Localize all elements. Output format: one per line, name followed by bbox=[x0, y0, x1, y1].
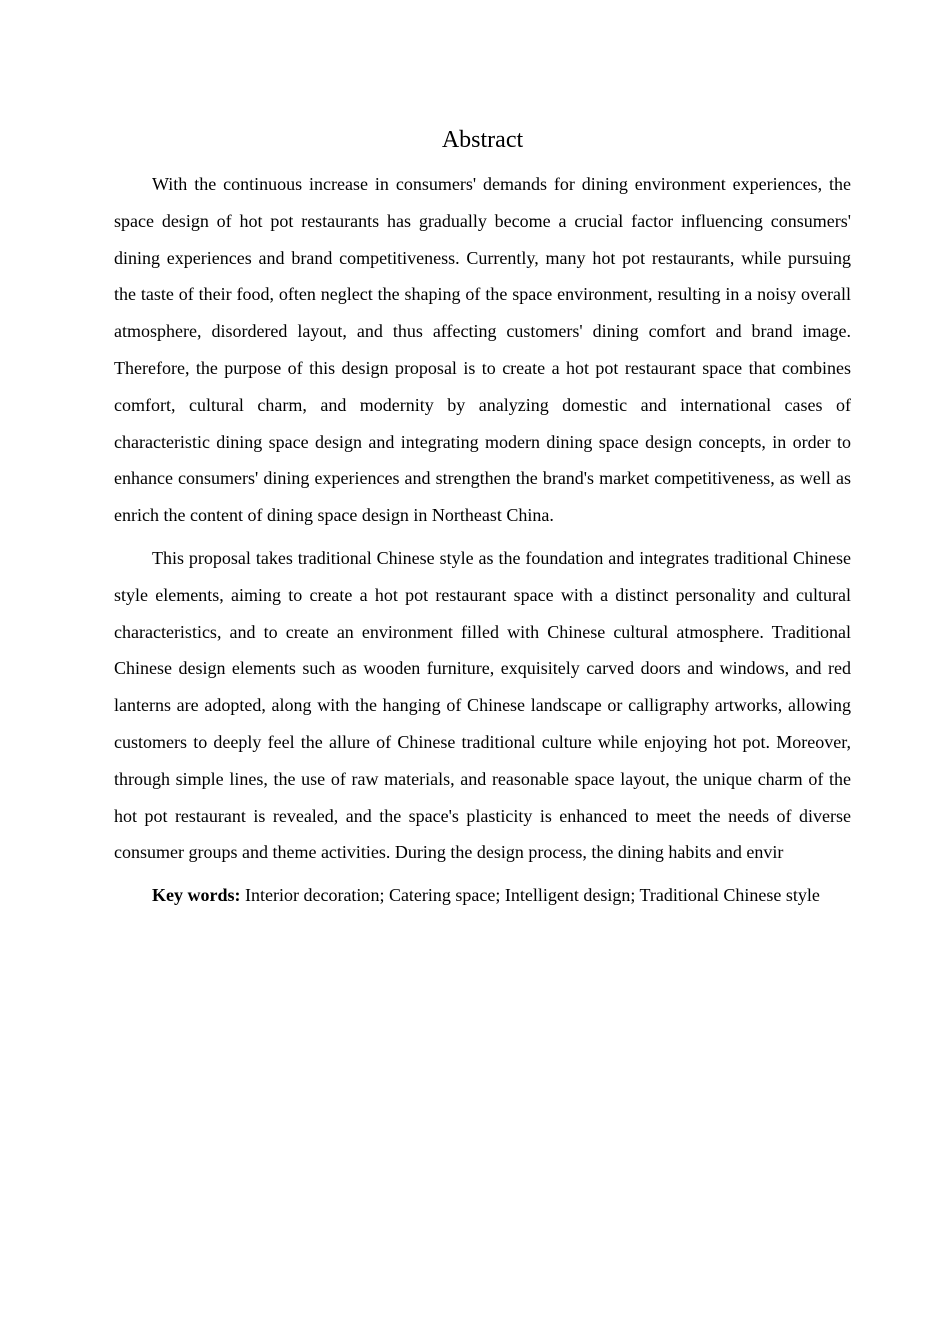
abstract-title: Abstract bbox=[441, 127, 524, 153]
keywords-line bbox=[114, 877, 851, 913]
document-page bbox=[114, 120, 851, 913]
keywords-text: Interior decoration; Catering space; Intelligent design; Traditional Chinese style bbox=[240, 885, 820, 906]
keywords-label: Key words: bbox=[152, 885, 241, 906]
abstract-paragraph-2: This proposal takes traditional Chinese style as the foundation and integrates traditional Chinese style elements, aiming to create a hot pot restaurant space with a distinct personality and cultural characteristics, and to create an environment filled with Chinese cultural atmosphere. Traditional Chinese design elements such as wooden furniture, exquisitely carved doors and windows, and red lanterns are adopted, along with the hanging of Chinese landscape or calligraphy artworks, allowing customers to deeply feel the allure of Chinese traditional culture while enjoying hot pot. Moreover, through simple lines, the use of raw materials, and reasonable space layout, the unique charm of the hot pot restaurant is revealed, and the space's plasticity is enhanced to meet the needs of diverse consumer groups and theme activities. During the design process, the dining habits and envir bbox=[114, 547, 851, 863]
abstract-paragraph-1: With the continuous increase in consumers' demands for dining environment experiences, the space design of hot pot restaurants has gradually become a crucial factor influencing consumers' dining experiences and brand competitiveness. Currently, many hot pot restaurants, while pursuing the taste of their food, often neglect the shaping of the space environment, resulting in a noisy overall atmosphere, disordered layout, and thus affecting customers' dining comfort and brand image. Therefore, the purpose of this design proposal is to create a hot pot restaurant space that combines comfort, cultural charm, and modernity by analyzing domestic and international cases of characteristic dining space design and integrating modern dining space design concepts, in order to enhance consumers' dining experiences and strengthen the brand's market competitiveness, as well as enrich the content of dining space design in Northeast China. bbox=[114, 174, 851, 526]
